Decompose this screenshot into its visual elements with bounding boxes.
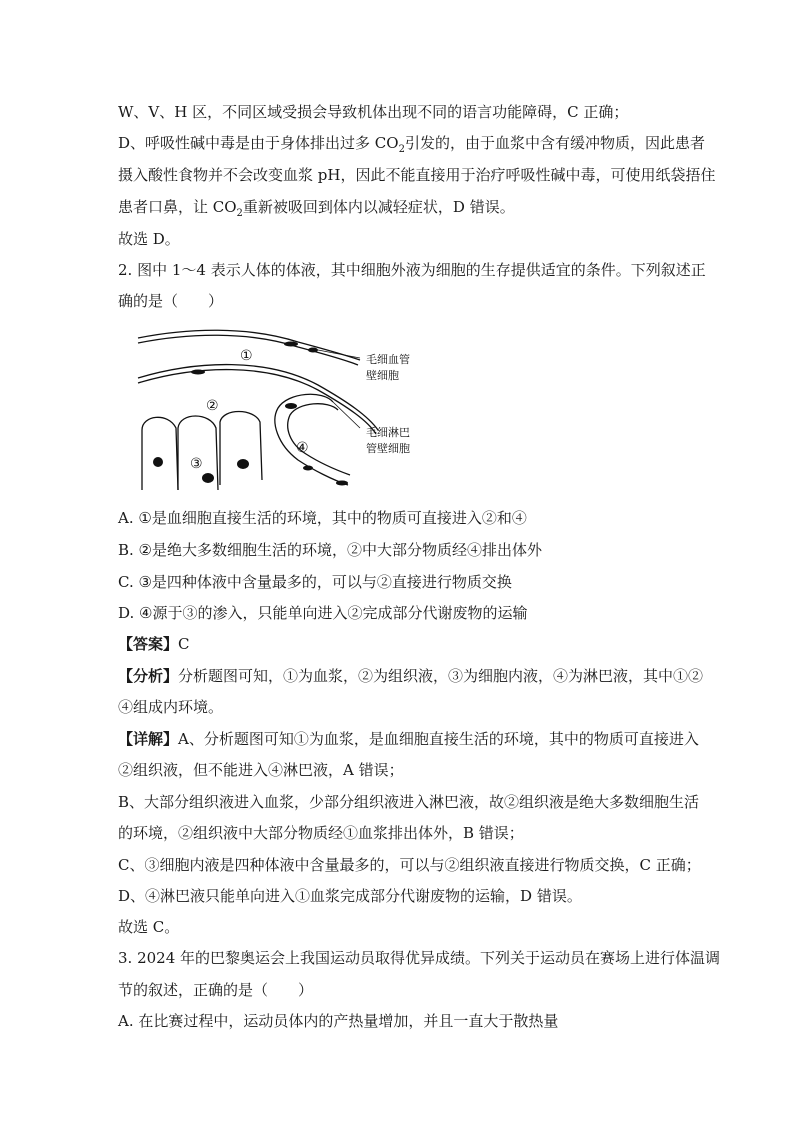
text-segment: 患者口鼻，让 CO: [118, 198, 237, 216]
question-2-stem-line-2: 确的是（ ）: [118, 292, 224, 310]
analysis-text: 分析题图可知，①为血浆，②为组织液，③为细胞内液，④为淋巴液，其中①②: [178, 667, 704, 685]
prev-conclusion: 故选 D。: [118, 230, 180, 248]
prev-answer-line-1: W、V、H 区，不同区域受损会导致机体出现不同的语言功能障碍，C 正确；: [118, 103, 629, 121]
analysis-line-2: ④组成内环境。: [118, 698, 224, 716]
detail-line-1: [118, 729, 699, 749]
detail-line-3: B、大部分组织液进入血浆，少部分组织液进入淋巴液，故②组织液是绝大多数细胞生活: [118, 793, 700, 811]
analysis-tag: 【分析】: [118, 667, 179, 685]
detail-line-4: 的环境，②组织液中大部分物质经①血浆排出体外，B 错误；: [118, 824, 524, 842]
answer-tag: 【答案】: [118, 635, 179, 653]
option-d: D. ④源于③的渗入，只能单向进入②完成部分代谢废物的运输: [118, 604, 528, 622]
text-segment: D、呼吸性碱中毒是由于身体排出过多 CO: [118, 134, 399, 152]
answer-line: [118, 634, 190, 654]
conclusion: 故选 C。: [118, 918, 180, 936]
analysis-line-1: [118, 666, 703, 686]
prev-answer-line-2: [118, 133, 705, 153]
detail-tag: 【详解】: [118, 730, 179, 748]
answer-value: C: [178, 635, 190, 653]
subscript: 2: [236, 208, 243, 219]
option-c: C. ③是四种体液中含量最多的，可以与②直接进行物质交换: [118, 573, 512, 591]
body-fluid-diagram: [128, 320, 428, 495]
label-capillary-wall-cell-2: 壁细胞: [366, 369, 399, 382]
question-2-stem-line-1: 2. 图中 1～4 表示人体的体液，其中细胞外液为细胞的生存提供适宜的条件。下列叙述正: [118, 261, 706, 279]
detail-text: A、分析题图可知①为血浆，是血细胞直接生活的环境，其中的物质可直接进入: [178, 730, 699, 748]
label-capillary-wall-cell-1: 毛细血管: [366, 353, 410, 366]
prev-answer-line-3: 摄入酸性食物并不会改变血浆 pH，因此不能直接用于治疗呼吸性碱中毒，可使用纸袋捂住: [118, 166, 716, 184]
text-segment: 重新被吸回到体内以减轻症状，D 错误。: [242, 198, 515, 216]
prev-answer-line-4: [118, 197, 515, 217]
label-region-1: ①: [240, 348, 253, 364]
label-region-3: ③: [190, 456, 203, 472]
question-3-stem-line-2: 节的叙述，正确的是（ ）: [118, 981, 314, 999]
text-segment: 引发的，由于血浆中含有缓冲物质，因此患者: [404, 134, 705, 152]
question-3-stem-line-1: 3. 2024 年的巴黎奥运会上我国运动员取得优异成绩。下列关于运动员在赛场上进行体温调: [118, 949, 721, 967]
detail-line-5: C、③细胞内液是四种体液中含量最多的，可以与②组织液直接进行物质交换，C 正确；: [118, 856, 701, 874]
label-region-2: ②: [206, 398, 219, 414]
label-region-4: ④: [296, 440, 309, 456]
option-a: A. ①是血细胞直接生活的环境，其中的物质可直接进入②和④: [118, 509, 527, 527]
detail-line-2: ②组织液，但不能进入④淋巴液，A 错误；: [118, 761, 404, 779]
label-lymph-wall-cell-1: 毛细淋巴: [366, 426, 410, 439]
label-lymph-wall-cell-2: 管壁细胞: [366, 442, 410, 455]
detail-line-6: D、④淋巴液只能单向进入①血浆完成部分代谢废物的运输，D 错误。: [118, 887, 582, 905]
q3-option-a: A. 在比赛过程中，运动员体内的产热量增加，并且一直大于散热量: [118, 1012, 559, 1030]
subscript: 2: [398, 144, 405, 155]
option-b: B. ②是绝大多数细胞生活的环境，②中大部分物质经④排出体外: [118, 541, 543, 559]
